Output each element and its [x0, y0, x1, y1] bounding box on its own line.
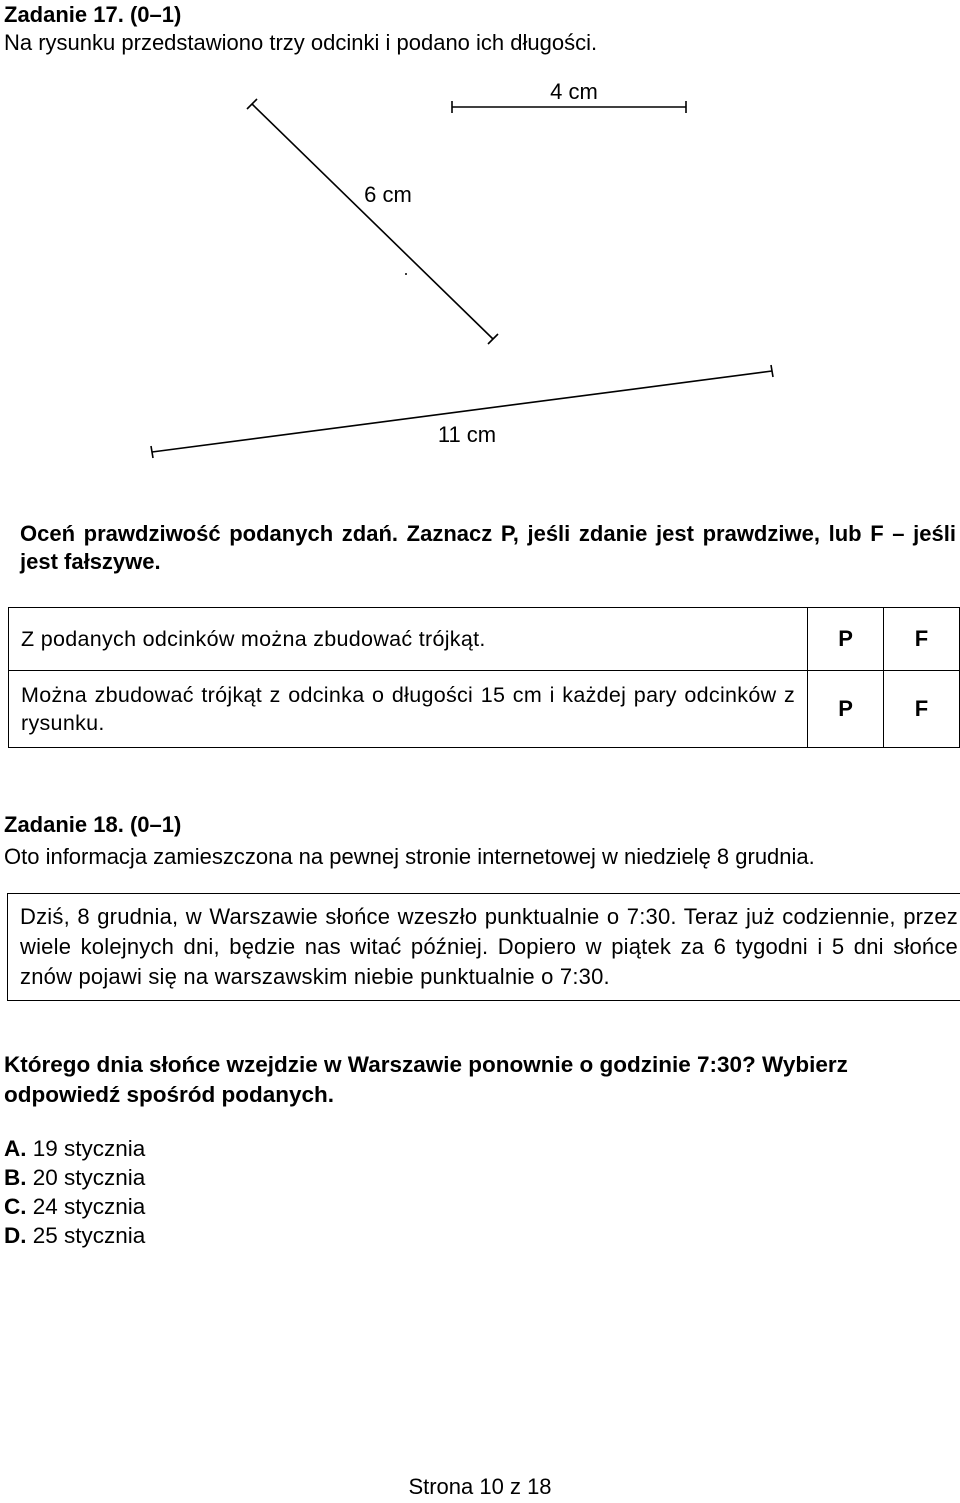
statement-text: Można zbudować trójkąt z odcinka o długości 15 cm i każdej pary odcinków z rysunku. — [9, 671, 808, 748]
segment-11cm-label: 11 cm — [437, 422, 497, 447]
option-false[interactable]: F — [884, 608, 960, 671]
option-true[interactable]: P — [808, 608, 884, 671]
task-17-intro: Na rysunku przedstawiono trzy odcinki i podano ich długości. — [4, 30, 598, 55]
statement-row — [9, 608, 960, 671]
answer-option-c[interactable] — [4, 1192, 145, 1221]
task-18-title: Zadanie 18. (0–1) — [4, 812, 182, 837]
option-false[interactable]: F — [884, 671, 960, 748]
answer-option-a[interactable] — [4, 1134, 145, 1163]
task-17-title: Zadanie 17. (0–1) — [4, 2, 182, 27]
page-number: Strona 10 z 18 — [408, 1474, 552, 1499]
segment-6cm — [247, 99, 498, 344]
answer-letter: D. — [4, 1223, 27, 1248]
statement-row — [9, 671, 960, 748]
answer-text: 20 stycznia — [32, 1165, 146, 1190]
answer-text: 19 stycznia — [32, 1136, 146, 1161]
answer-option-d[interactable] — [4, 1221, 145, 1250]
answer-options — [4, 1134, 145, 1250]
answer-text: 24 stycznia — [32, 1194, 146, 1219]
segments-figure — [0, 70, 960, 470]
answer-letter: A. — [4, 1136, 27, 1161]
answer-text: 25 stycznia — [32, 1223, 146, 1248]
answer-letter: C. — [4, 1194, 27, 1219]
info-box: Dziś, 8 grudnia, w Warszawie słońce wzeszło punktualnie o 7:30. Teraz już codziennie, przez wiele kolejnych dni, będzie nas witać później. Dopiero w piątek za 6 tygodni i 5 dni słońce znów pojawi się na warszawskim niebie punktualnie o 7:30. — [7, 893, 960, 1001]
statement-text: Z podanych odcinków można zbudować trójkąt. — [9, 608, 808, 671]
task-17-instruction: Oceń prawdziwość podanych zdań. Zaznacz P, jeśli zdanie jest prawdziwe, lub F – jeśli jest fałszywe. — [20, 521, 956, 574]
task-18-question: Którego dnia słońce wzejdzie w Warszawie ponownie o godzinie 7:30? Wybierz odpowiedź spośród podanych. — [4, 1052, 848, 1107]
segment-6cm-label: 6 cm — [364, 182, 412, 207]
answer-option-b[interactable] — [4, 1163, 145, 1192]
task-18-intro: Oto informacja zamieszczona na pewnej stronie internetowej w niedzielę 8 grudnia. — [4, 844, 815, 869]
segment-4cm-label: 4 cm — [550, 79, 598, 104]
option-true[interactable]: P — [808, 671, 884, 748]
true-false-table — [8, 607, 960, 748]
stray-dot — [405, 273, 407, 275]
answer-letter: B. — [4, 1165, 27, 1190]
